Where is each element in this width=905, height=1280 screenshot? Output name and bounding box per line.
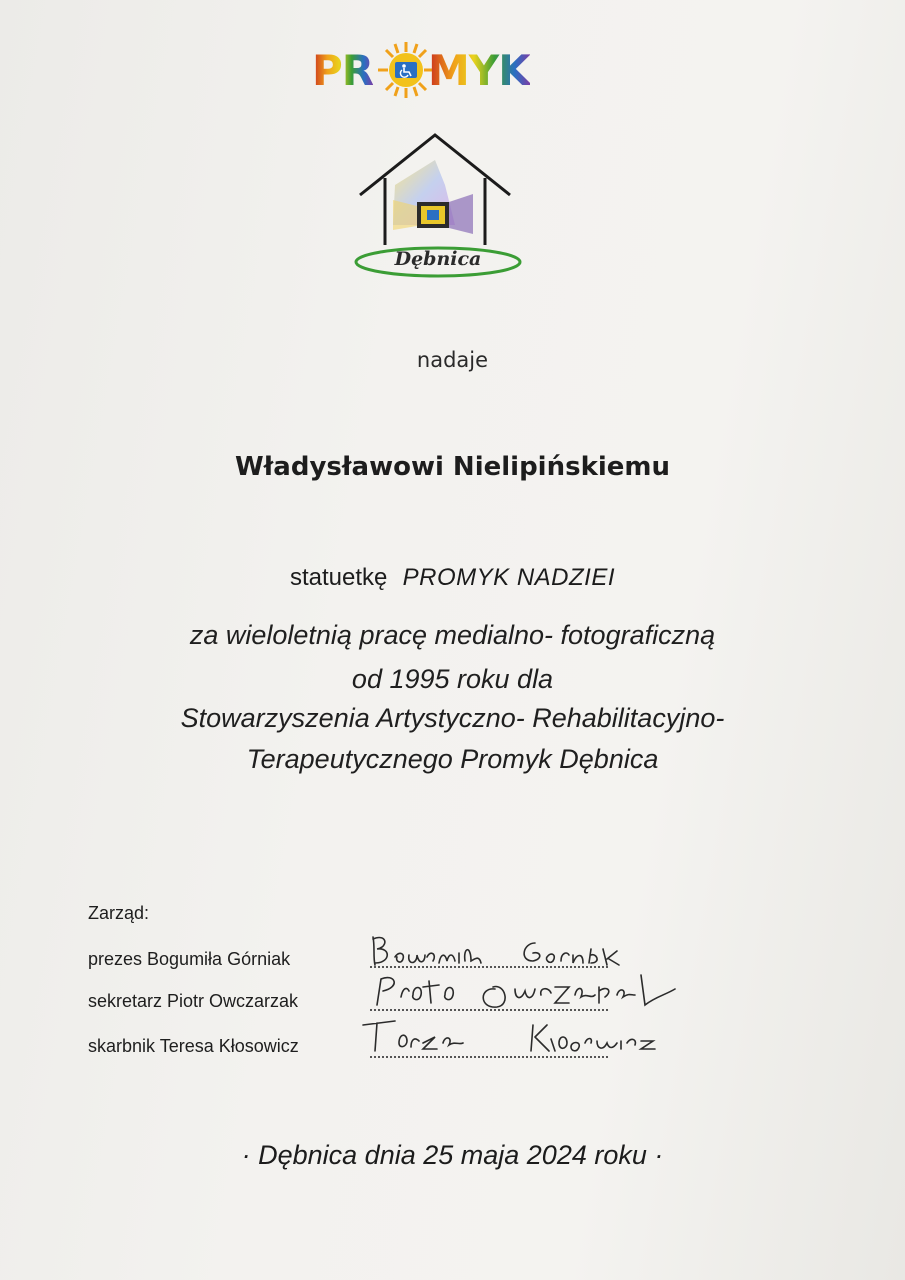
logo-text-left: PR <box>312 46 374 95</box>
date-line: · Dębnica dnia 25 maja 2024 roku · <box>241 1140 664 1170</box>
grants-text: nadaje <box>416 348 489 372</box>
signature-president <box>373 937 619 965</box>
award-line <box>0 563 905 592</box>
reason-line-3: Stowarzyszenia Artystyczno- Rehabilitacyjno- <box>180 703 725 733</box>
promyk-logo <box>312 40 572 100</box>
reason-line-2: od 1995 roku dla <box>351 664 554 694</box>
board-member-treasurer: skarbnik Teresa Kłosowicz <box>88 1036 299 1056</box>
signature-treasurer <box>363 1021 655 1051</box>
reason-line-4: Terapeutycznego Promyk Dębnica <box>246 744 659 774</box>
house-label: Dębnica <box>394 248 482 270</box>
board-member-president: prezes Bogumiła Górniak <box>88 949 291 969</box>
wheelchair-sun-icon <box>376 40 436 100</box>
board-member-secretary: sekretarz Piotr Owczarzak <box>88 991 299 1011</box>
board-heading: Zarząd: <box>88 903 150 923</box>
reason-line-1: za wieloletnią pracę medialno- fotograficzną <box>189 620 716 650</box>
recipient-name: Władysławowi Nielipińskiemu <box>234 452 671 482</box>
handwritten-signatures <box>355 925 685 1065</box>
award-label: statuetkę <box>289 564 388 591</box>
award-title: PROMYK NADZIEI <box>402 564 616 591</box>
signature-secretary <box>377 975 675 1007</box>
logo-text-right: MYK <box>428 46 530 95</box>
